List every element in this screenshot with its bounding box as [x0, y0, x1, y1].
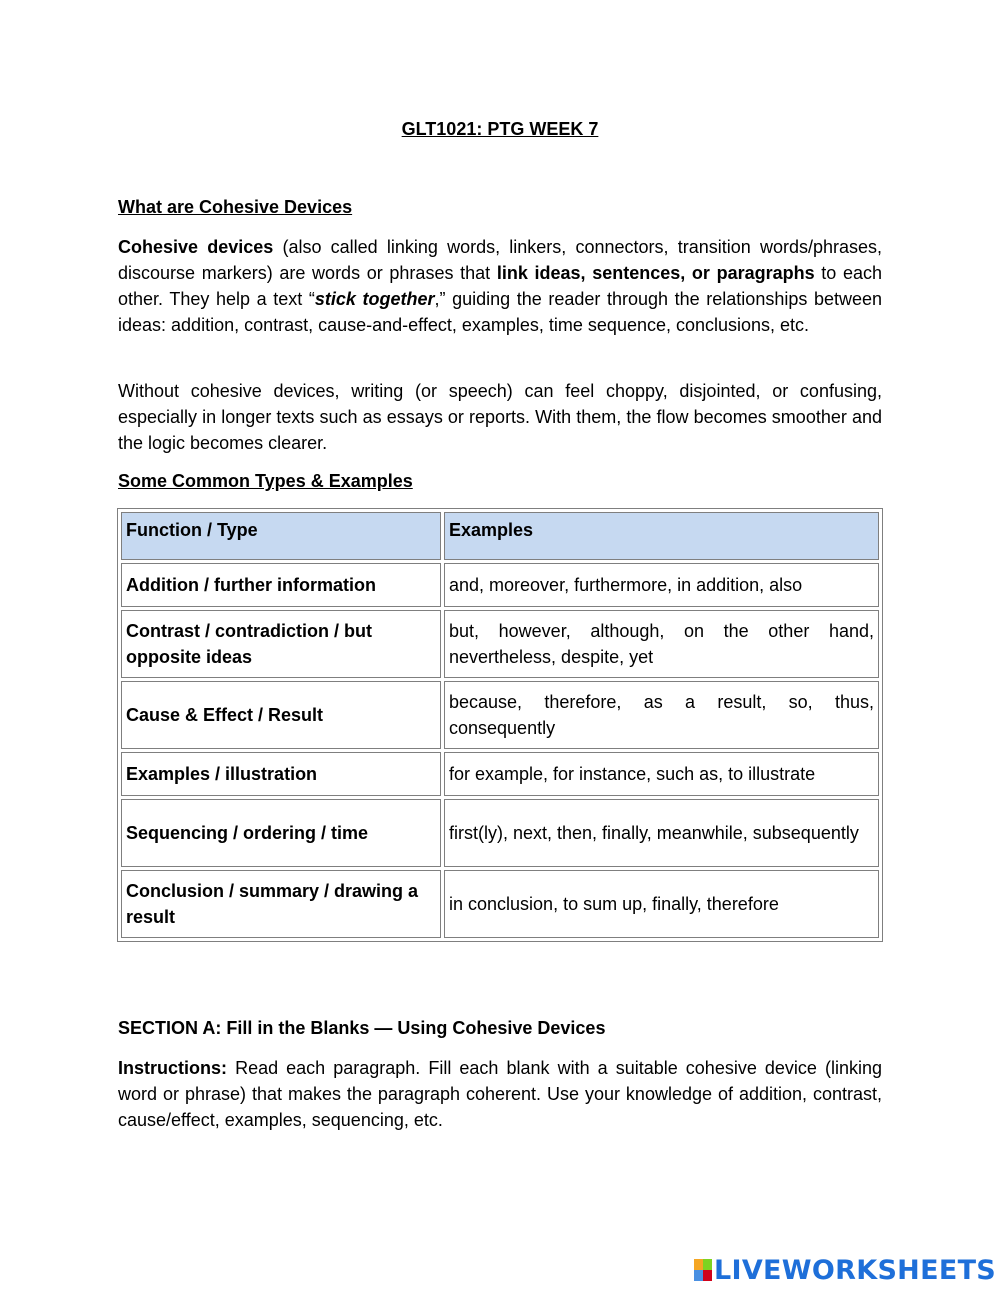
intro-heading: What are Cohesive Devices	[118, 197, 353, 217]
row-type: Addition / further information	[121, 563, 441, 607]
term-cohesive-devices: Cohesive devices	[118, 237, 274, 257]
header-function-type: Function / Type	[121, 512, 441, 560]
intro-paragraph	[118, 234, 882, 338]
emphasis-stick-together: stick together	[314, 289, 435, 309]
liveworksheets-logo[interactable]	[694, 1255, 996, 1285]
cohesive-devices-table	[117, 508, 883, 942]
row-type: Conclusion / summary / drawing a result	[121, 870, 441, 938]
row-examples: for example, for instance, such as, to illustrate	[444, 752, 879, 796]
table-header-row	[121, 512, 879, 560]
section-a-instructions	[118, 1055, 882, 1133]
intro-text-1: (also called linking words, linkers, connectors, transition words/phrases, discourse markers) are words or phrases that	[118, 237, 882, 283]
explanation-paragraph: Without cohesive devices, writing (or speech) can feel choppy, disjointed, or confusing, especially in longer texts such as essays or reports. With them, the flow becomes smoother and the logic becomes clearer.	[118, 381, 882, 453]
row-examples: and, moreover, furthermore, in addition, also	[444, 563, 879, 607]
page-title: GLT1021: PTG WEEK 7	[401, 119, 599, 139]
row-examples: but, however, although, on the other hand, nevertheless, despite, yet	[444, 610, 879, 678]
table-row	[121, 610, 879, 678]
emphasis-link-ideas: link ideas, sentences, or paragraphs	[496, 263, 815, 283]
instructions-label: Instructions:	[118, 1058, 228, 1078]
row-type: Contrast / contradiction / but opposite ideas	[121, 610, 441, 678]
table-row	[121, 752, 879, 796]
row-type: Sequencing / ordering / time	[121, 799, 441, 867]
row-examples: because, therefore, as a result, so, thus, consequently	[444, 681, 879, 749]
instructions-text: Read each paragraph. Fill each blank with a suitable cohesive device (linking word or phrase) that makes the paragraph coherent. Use your knowledge of addition, contrast, cause/effect, examples, sequencing, etc.	[118, 1058, 882, 1130]
table-row	[121, 563, 879, 607]
row-type: Examples / illustration	[121, 752, 441, 796]
header-examples: Examples	[444, 512, 879, 560]
row-examples: first(ly), next, then, finally, meanwhile, subsequently	[444, 799, 879, 867]
liveworksheets-logo-icon	[694, 1259, 712, 1281]
table-row	[121, 870, 879, 938]
section-a-title: SECTION A: Fill in the Blanks — Using Cohesive Devices	[118, 1018, 606, 1038]
row-type: Cause & Effect / Result	[121, 681, 441, 749]
intro-text-2: to each other. They help a text “	[118, 263, 883, 309]
table-row	[121, 681, 879, 749]
logo-text: LIVEWORKSHEETS	[714, 1254, 997, 1286]
types-heading: Some Common Types & Examples	[118, 471, 413, 491]
row-examples: in conclusion, to sum up, finally, therefore	[444, 870, 879, 938]
intro-text-3: ,” guiding the reader through the relationships between ideas: addition, contrast, cause-and-effect, examples, time sequence, conclusions, etc.	[118, 289, 883, 335]
table-row	[121, 799, 879, 867]
